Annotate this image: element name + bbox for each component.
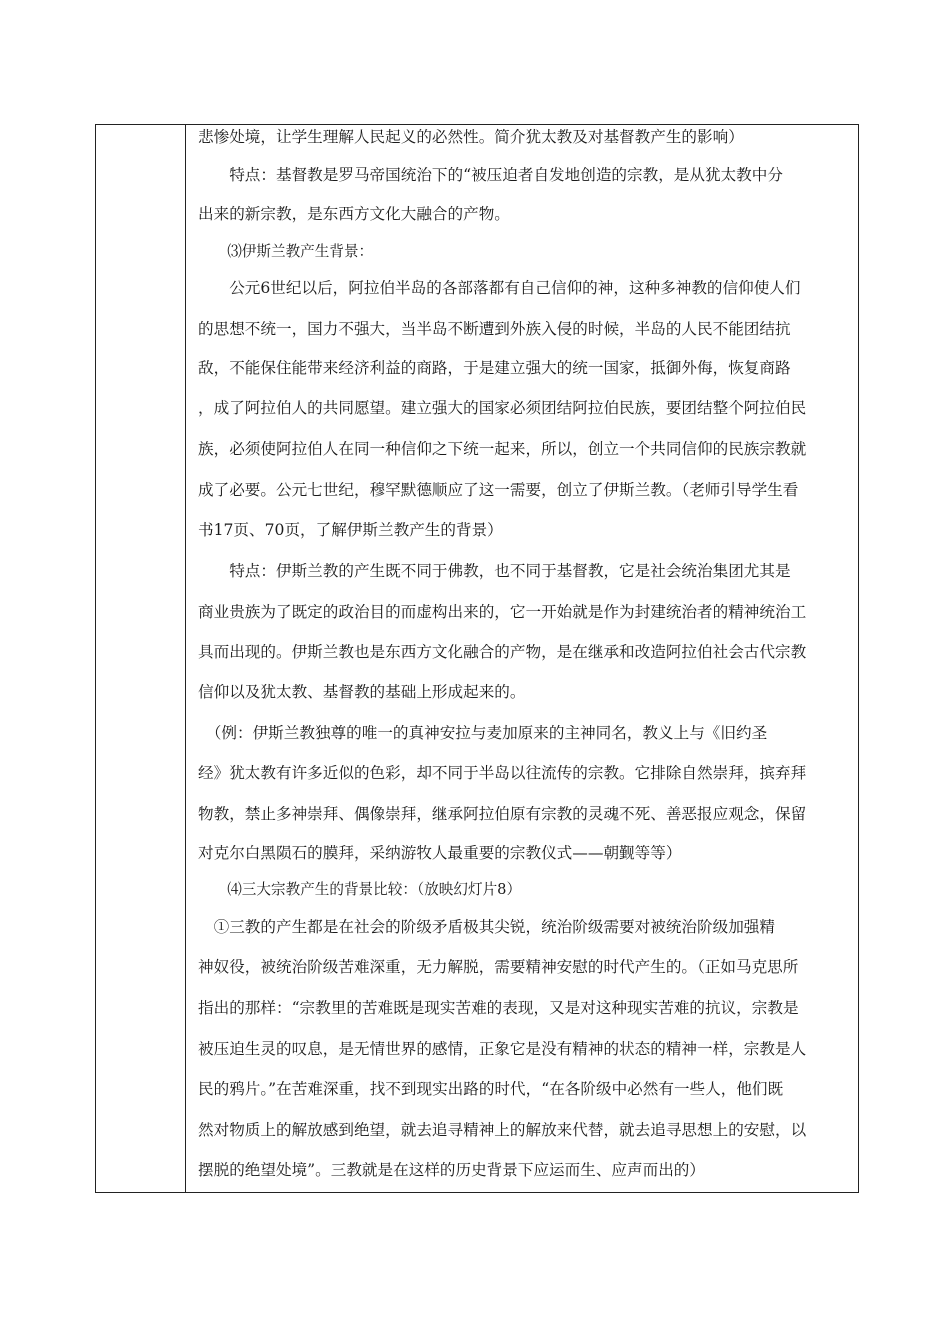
table-left-column: [96, 125, 186, 1192]
text-line: 被压迫生灵的叹息，是无情世界的感情，正象它是没有精神的状态的精神一样，宗教是人: [198, 1040, 807, 1058]
table-content-cell: [186, 125, 858, 1192]
text-line: 对克尔白黑陨石的膜拜，采纳游牧人最重要的宗教仪式——朝觐等等）: [198, 844, 682, 862]
text-line: 公元6世纪以后，阿拉伯半岛的各部落都有自己信仰的神，这种多神教的信仰使人们: [198, 279, 801, 297]
lesson-table: [95, 124, 859, 1193]
text-line: 商业贵族为了既定的政治目的而虚构出来的，它一开始就是作为封建统治者的精神统治工: [198, 603, 807, 621]
text-line: 经》犹太教有许多近似的色彩，却不同于半岛以往流传的宗教。它排除自然崇拜，摈弃拜: [198, 764, 807, 782]
text-line: 成了必要。公元七世纪，穆罕默德顺应了这一需要，创立了伊斯兰教。（老师引导学生看: [198, 481, 799, 499]
text-line: 信仰以及犹太教、基督教的基础上形成起来的。: [198, 683, 526, 701]
text-line: 摆脱的绝望处境”。三教就是在这样的历史背景下应运而生、应声而出的）: [198, 1161, 705, 1179]
text-line: ⑷三大宗教产生的背景比较：（放映幻灯片8）: [198, 881, 522, 898]
text-line: （例：伊斯兰教独尊的唯一的真神安拉与麦加原来的主神同名，教义上与《旧约圣: [198, 724, 768, 742]
text-line: 敌，不能保住能带来经济利益的商路，于是建立强大的统一国家，抵御外侮，恢复商路: [198, 359, 791, 377]
text-line: ①三教的产生都是在社会的阶级矛盾极其尖锐，统治阶级需要对被统治阶级加强精: [198, 918, 775, 936]
text-line: 然对物质上的解放感到绝望，就去追寻精神上的解放来代替，就去追寻思想上的安慰，以: [198, 1121, 807, 1139]
text-line: 族，必须使阿拉伯人在同一种信仰之下统一起来，所以，创立一个共同信仰的民族宗教就: [198, 440, 807, 458]
text-line: 特点：基督教是罗马帝国统治下的“被压迫者自发地创造的宗教，是从犹太教中分: [198, 166, 783, 184]
text-line: 特点：伊斯兰教的产生既不同于佛教，也不同于基督教，它是社会统治集团尤其是: [198, 562, 791, 580]
text-line: 的思想不统一，国力不强大，当半岛不断遭到外族入侵的时候，半岛的人民不能团结抗: [198, 320, 791, 338]
text-line: 书17页、70页，了解伊斯兰教产生的背景）: [198, 521, 503, 539]
text-line: 具而出现的。伊斯兰教也是东西方文化融合的产物，是在继承和改造阿拉伯社会古代宗教: [198, 643, 807, 661]
text-line: 民的鸦片。”在苦难深重，找不到现实出路的时代，“在各阶级中必然有一些人，他们既: [198, 1080, 784, 1098]
text-line: 出来的新宗教，是东西方文化大融合的产物。: [198, 205, 510, 223]
text-line: 悲惨处境，让学生理解人民起义的必然性。简介犹太教及对基督教产生的影响）: [198, 128, 744, 146]
text-line: 指出的那样：“宗教里的苦难既是现实苦难的表现，又是对这种现实苦难的抗议，宗教是: [198, 999, 799, 1017]
text-line: ⑶伊斯兰教产生背景：: [198, 243, 374, 260]
text-line: 物教，禁止多神崇拜、偶像崇拜，继承阿拉伯原有宗教的灵魂不死、善恶报应观念，保留: [198, 805, 807, 823]
text-line: 神奴役，被统治阶级苦难深重，无力解脱，需要精神安慰的时代产生的。（正如马克思所: [198, 958, 799, 976]
text-line: ，成了阿拉伯人的共同愿望。建立强大的国家必须团结阿拉伯民族，要团结整个阿拉伯民: [198, 399, 807, 417]
